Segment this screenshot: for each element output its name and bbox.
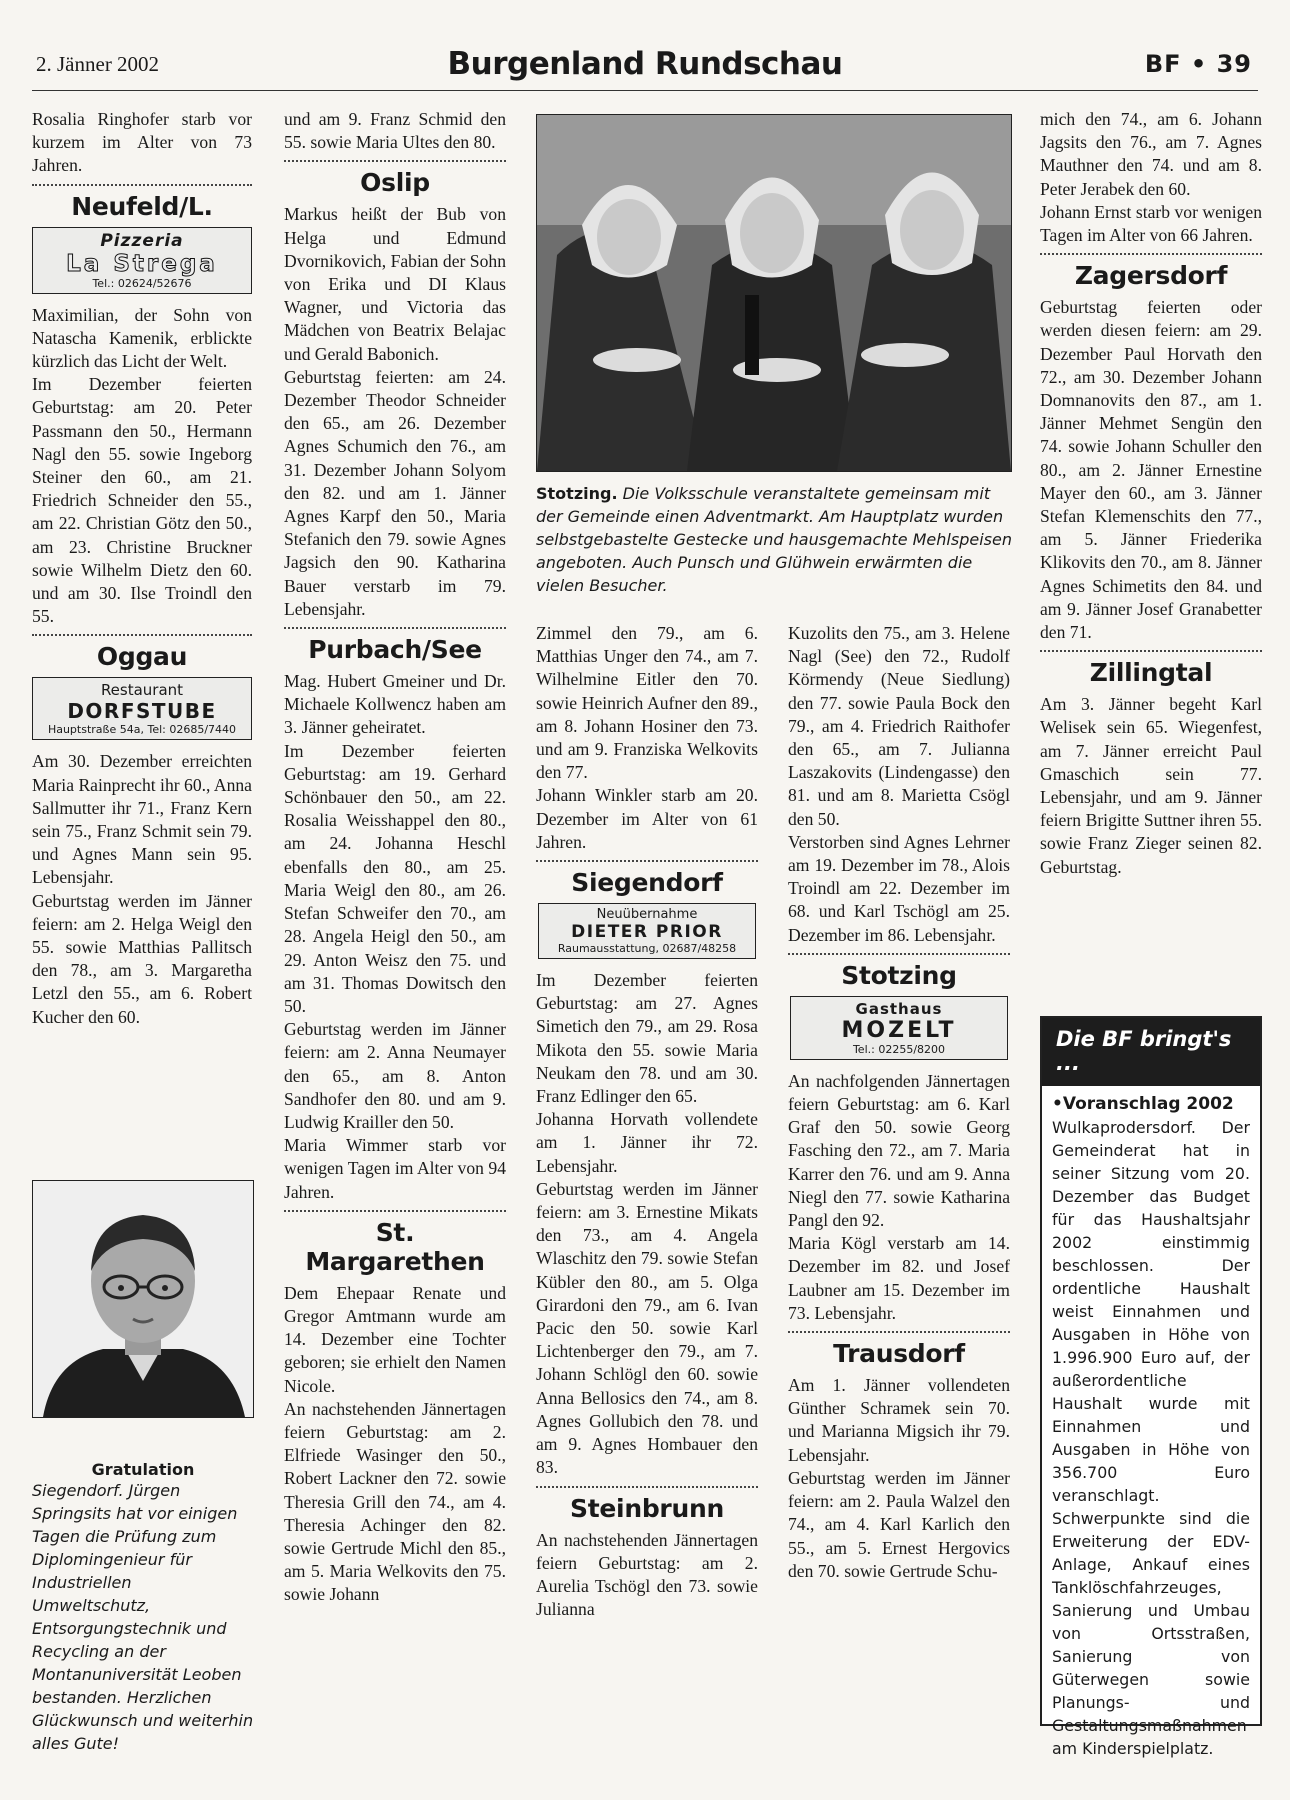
portrait-illustration bbox=[33, 1181, 253, 1417]
dotted-separator bbox=[1040, 650, 1262, 652]
town-heading-zagersdorf: Zagersdorf bbox=[1074, 261, 1228, 291]
ad-dorfstube bbox=[32, 677, 252, 740]
ad-phone: Tel.: 02255/8200 bbox=[852, 1042, 946, 1056]
caption-heading: Gratulation bbox=[91, 1460, 195, 1479]
town-heading-stotzing: Stotzing bbox=[841, 960, 957, 990]
info-box-title: •Voranschlag 2002 bbox=[1052, 1094, 1234, 1114]
issue-date: 2. Jänner 2002 bbox=[36, 52, 160, 76]
ad-mozelt bbox=[790, 996, 1008, 1060]
dotted-separator bbox=[788, 1331, 1010, 1333]
dotted-separator bbox=[32, 184, 252, 186]
ad-brand: DIETER PRIOR bbox=[571, 922, 723, 943]
article-text: Johanna Horvath vollendete am 1. Jänner ihr 72. Lebensjahr. bbox=[536, 1109, 758, 1176]
article-text: Am 1. Jänner vollendeten Günther Schramek sein 70. und Marianna Migsich ihr 79. Lebensjahr. bbox=[788, 1375, 1010, 1465]
portrait-photo bbox=[32, 1180, 254, 1418]
page-number: BF • 39 bbox=[1144, 50, 1252, 78]
article-text: Geburtstag werden im Jänner feiern: am 3. Ernestine Mikats den 73., am 4. Angela Wlaschitz den 79. sowie Stefan Kübler den 80., am 5. Olga Girardoni den 79., am 6. Ivan Pacic den 50. sowie Karl Lichtenberger den 79., am 7. Johann Schlögl den 60. sowie Anna Bellosics den 74., am 8. Agnes Gollubich den 78. und am 9. Agnes Hombauer den 83. bbox=[536, 1178, 758, 1478]
ad-address: Raumausstattung, 02687/48258 bbox=[557, 942, 737, 956]
town-heading-oggau: Oggau bbox=[96, 642, 188, 672]
market-photo bbox=[536, 114, 1012, 472]
article-text: Maria Kögl verstarb am 14. Dezember im 82. und Josef Laubner am 15. Dezember im 73. Lebensjahr. bbox=[788, 1233, 1010, 1323]
town-heading-oslip: Oslip bbox=[360, 168, 430, 198]
article-text: Johann Ernst starb vor wenigen Tagen im Alter von 66 Jahren. bbox=[1040, 201, 1262, 246]
info-box bbox=[1040, 1016, 1262, 1758]
dotted-separator bbox=[284, 160, 506, 162]
town-heading-neufeld: Neufeld/L. bbox=[71, 191, 213, 221]
article-text: An nachstehenden Jännertagen feiern Geburtstag: am 2. Elfriede Wasinger den 50., Robert Lackner den 72. sowie Theresia Grill den 74., am 4. Theresia Achinger den 82. sowie Gertrude Michl den 85., am 5. Maria Welkovits den 75. sowie Johann bbox=[284, 1398, 506, 1605]
town-heading-purbach: Purbach/See bbox=[308, 635, 482, 665]
dotted-separator bbox=[32, 634, 252, 636]
article-text: mich den 74., am 6. Johann Jagsits den 76., am 7. Agnes Mauthner den 74. und am 8. Peter Jerabek den 60. bbox=[1040, 109, 1262, 199]
dotted-separator bbox=[284, 627, 506, 629]
market-photo-illustration bbox=[537, 115, 1011, 471]
article-text: Markus heißt der Bub von Helga und Edmund Dvornikovich, Fabian der Sohn von Erika und DI Klaus Wagner, und Victoria das Mädchen von Beatrix Belajac und Gerald Babonich. bbox=[284, 204, 506, 364]
article-text: Am 30. Dezember erreichten Maria Rainprecht ihr 60., Anna Sallmutter ihr 71., Franz Kern sein 75., Franz Schmit sein 79. und Agnes Mann sein 95. Lebensjahr. bbox=[32, 751, 252, 888]
article-text: An nachfolgenden Jännertagen feiern Geburtstag: am 6. Karl Graf den 50. sowie Georg Fasching den 72., am 7. Maria Karrer den 76. und am 9. Anna Niegl den 77. sowie Katharina Pangl den 92. bbox=[788, 1070, 1010, 1231]
article-text: Geburtstag werden im Jänner feiern: am 2. Helga Weigl den 55. sowie Matthias Pallitsch den 78., am 3. Margaretha Letzl den 55., am 6. Robert Kucher den 60. bbox=[32, 890, 252, 1027]
portrait-caption bbox=[32, 1460, 254, 1753]
page-header bbox=[32, 44, 1258, 91]
ad-line: Restaurant bbox=[100, 681, 184, 700]
caption-heading: Stotzing. bbox=[536, 484, 618, 503]
article-text: Geburtstag feierten: am 24. Dezember Theodor Schneider den 65., am 26. Dezember Agnes Schumich den 76., am 31. Dezember Johann Solyom den 82. und am 1. Jänner Agnes Karpf den 50., Maria Stefanich den 79. sowie Agnes Jagsich den 90. Katharina Bauer verstarb im 79. Lebensjahr. bbox=[284, 366, 506, 619]
ad-line: Pizzeria bbox=[100, 230, 184, 251]
article-text: Am 3. Jänner begeht Karl Welisek sein 65. Wiegenfest, am 7. Jänner erreicht Paul Gmaschich sein 77. Lebensjahr, und am 9. Jänner feiern Brigitte Suttner ihren 55. sowie Franz Zieger seinen 82. Geburtstag. bbox=[1040, 694, 1262, 877]
ad-phone: Tel.: 02624/52676 bbox=[92, 276, 192, 290]
town-heading-steinbrunn: Steinbrunn bbox=[570, 1493, 724, 1523]
article-text: Mag. Hubert Gmeiner und Dr. Michaele Kollwencz haben am 3. Jänner geheiratet. bbox=[284, 671, 506, 738]
info-box-body bbox=[1042, 1086, 1260, 1768]
column-4 bbox=[788, 622, 1010, 1742]
article-text: Im Dezember feierten Geburtstag: am 19. Gerhard Schönbauer den 50., am 22. Rosalia Weisshappel den 80., am 24. Johanna Heschl ebenfalls den 80., am 25. Maria Weigl den 80., am 26. Stefan Schweifer den 70., am 28. Angela Heigl den 50., am 29. Anton Weisz den 75. und am 31. Thomas Dowitsch den 50. bbox=[284, 740, 506, 1016]
ad-brand: MOZELT bbox=[841, 1017, 957, 1043]
ad-dieter-prior bbox=[538, 903, 756, 959]
article-text: Rosalia Ringhofer starb vor kurzem im Alter von 73 Jahren. bbox=[32, 109, 252, 176]
article-text: An nachstehenden Jännertagen feiern Geburtstag: am 2. Aurelia Tschögl den 73. sowie Julianna bbox=[536, 1529, 758, 1620]
info-box-text: Wulkaprodersdorf. Der Gemeinderat hat in seiner Sitzung vom 20. Dezember das Budget für das Haushaltsjahr 2002 einstimmig beschlossen. Der ordentliche Haushalt weist Einnahmen und Ausgaben in Höhe von 1.996.900 Euro auf, der außerordentliche Haushalt wurde mit Einnahmen und Ausgaben in Höhe von 356.700 Euro veranschlagt. Schwerpunkte sind die Erweiterung der EDV-Anlage, Ankauf eines Tanklöschfahrzeuges, Sanierung und Umbau von Ortsstraßen, Sanierung von Güterwegen sowie Planungs- und Gestaltungsmaßnahmen am Kinderspielplatz. bbox=[1052, 1118, 1250, 1758]
article-text: Im Dezember feierten Geburtstag: am 20. Peter Passmann den 50., Hermann Nagl den 55. sowie Ingeborg Steiner den 60., am 21. Friedrich Schneider den 55., am 22. Christian Götz den 50., am 23. Christine Bruckner sowie Wilhelm Dietz den 60. und am 30. Ilse Troindl den 55. bbox=[32, 374, 252, 627]
article-text: Geburtstag feierten oder werden diesen feiern: am 29. Dezember Paul Horvath den 72., am 30. Dezember Johann Domnanovits den 87., am 1. Jänner Mehmet Sengün den 74. sowie Johann Schuller den 80., am 2. Jänner Ernestine Mayer den 60., am 3. Jänner Stefan Klemenschits den 77., am 5. Jänner Friederika Klikovits den 70., am 8. Jänner Agnes Schimetits den 84. und am 9. Jänner Josef Granabetter den 71. bbox=[1040, 297, 1262, 643]
caption-body: Die Volksschule veranstaltete gemeinsam mit der Gemeinde einen Adventmarkt. Am Hauptplatz wurden selbstgebastelte Gestecke und hausgemachte Mehlspeisen angeboten. Auch Punsch und Glühwein erwärmten die vielen Besucher. bbox=[536, 484, 1012, 595]
article-text: Geburtstag werden im Jänner feiern: am 2. Anna Neumayer den 65., am 8. Anton Sandhofer den 80. und am 9. Ludwig Krailler den 50. bbox=[284, 1019, 506, 1132]
info-box-heading: Die BF bringt's ... bbox=[1042, 1018, 1260, 1086]
dotted-separator bbox=[284, 1210, 506, 1212]
article-text: Kuzolits den 75., am 3. Helene Nagl (See) den 72., Rudolf Körmendy (Neue Siedlung) den 77. sowie Paula Bock den 79., am 4. Friedrich Raithofer den 65., am 7. Julianna Laszakovits (Lindengasse) den 81. und am 8. Marietta Csögl den 50. bbox=[788, 623, 1010, 829]
column-5 bbox=[1040, 108, 1262, 1008]
ad-line: Gasthaus bbox=[855, 999, 943, 1018]
dotted-separator bbox=[1040, 253, 1262, 255]
town-heading-trausdorf: Trausdorf bbox=[833, 1339, 965, 1369]
town-heading-margarethen: St. Margarethen bbox=[305, 1217, 485, 1276]
article-text: Verstorben sind Agnes Lehrner am 19. Dezember im 78., Alois Troindl am 22. Dezember im 68. und Karl Tschögl am 25. Dezember im 86. Lebensjahr. bbox=[788, 831, 1010, 945]
article-text: Maximilian, der Sohn von Natascha Kamenik, erblickte kürzlich das Licht der Welt. bbox=[32, 304, 252, 372]
ad-brand: DORFSTUBE bbox=[67, 699, 217, 724]
article-text: Zimmel den 79., am 6. Matthias Unger den 74., am 7. Wilhelmine Eitler den 70. sowie Heinrich Aufner den 89., am 8. Johann Hosiner den 73. und am 9. Franziska Welkovits den 77. bbox=[536, 623, 758, 783]
ad-pizzeria bbox=[32, 227, 252, 294]
article-text: Dem Ehepaar Renate und Gregor Amtmann wurde am 14. Dezember eine Tochter geboren; sie erhielt den Namen Nicole. bbox=[284, 1282, 506, 1396]
column-1 bbox=[32, 108, 252, 1178]
newspaper-title: Burgenland Rundschau bbox=[447, 46, 843, 82]
ad-line: Neuübernahme bbox=[596, 907, 698, 923]
dotted-separator bbox=[536, 1486, 758, 1488]
article-text: und am 9. Franz Schmid den 55. sowie Maria Ultes den 80. bbox=[284, 109, 506, 153]
town-heading-siegendorf: Siegendorf bbox=[571, 868, 723, 898]
column-3 bbox=[536, 622, 758, 1742]
town-heading-zillingtal: Zillingtal bbox=[1089, 658, 1213, 688]
ad-address: Hauptstraße 54a, Tel: 02685/7440 bbox=[47, 723, 237, 737]
column-2 bbox=[284, 108, 506, 1708]
caption-text bbox=[536, 482, 1014, 597]
ad-brand: La Strega bbox=[66, 250, 218, 277]
article-text: Johann Winkler starb am 20. Dezember im Alter von 61 Jahren. bbox=[536, 785, 758, 852]
article-text: Maria Wimmer starb vor wenigen Tagen im Alter von 94 Jahren. bbox=[284, 1135, 506, 1202]
dotted-separator bbox=[536, 860, 758, 862]
photo-caption bbox=[536, 482, 1014, 602]
dotted-separator bbox=[788, 953, 1010, 955]
caption-text: Siegendorf. Jürgen Springsits hat vor einigen Tagen die Prüfung zum Diplomingenieur für Industriellen Umweltschutz, Entsorgungstechnik und Recycling an der Montanuniversität Leoben bestanden. Herzlichen Glückwunsch und weiterhin alles Gute! bbox=[32, 1481, 254, 1753]
article-text: Im Dezember feierten Geburtstag: am 27. Agnes Simetich den 79., am 29. Rosa Mikota den 55. sowie Maria Neukam den 78. und am 30. Franz Edlinger den 65. bbox=[536, 970, 758, 1107]
article-text: Geburtstag werden im Jänner feiern: am 2. Paula Walzel den 74., am 4. Karl Karlich den 55., am 5. Ernest Hergovics den 70. sowie Gertrude Schu- bbox=[788, 1467, 1010, 1581]
